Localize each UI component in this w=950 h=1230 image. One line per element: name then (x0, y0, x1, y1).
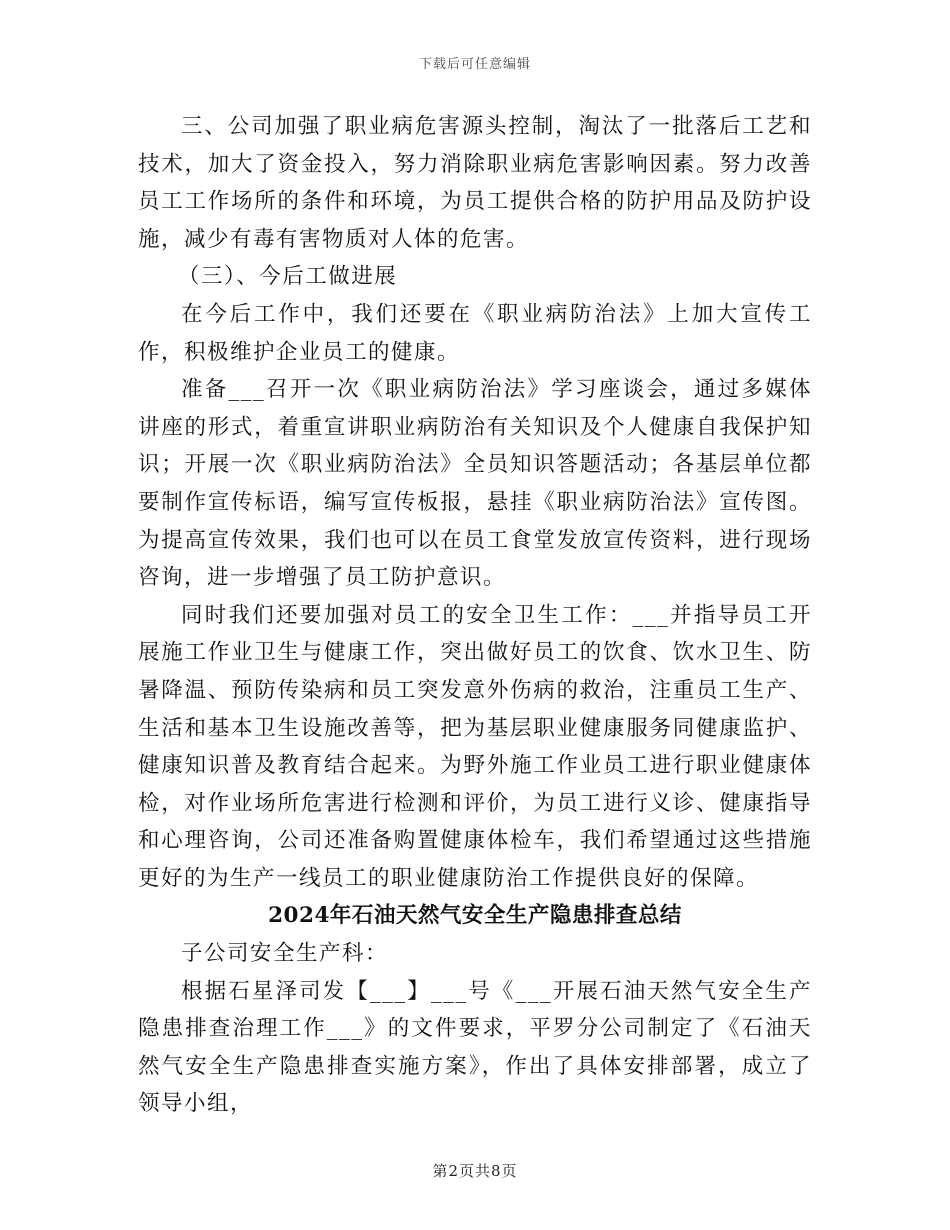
document-body (138, 108, 812, 1123)
section-heading-future-work: （三）、今后工做进展 (178, 264, 398, 290)
paragraph-future-work-intro: 在今后工作中，我们还要在《职业病防治法》上加大宣传工作，积极维护企业员工的健康。 (138, 301, 812, 365)
paragraph-inspection-summary: 根据石星泽司发【___】___号《___开展石油天然气安全生产隐患排查治理工作___》的文件要求，平罗分公司制定了《石油天然气安全生产隐患排查实施方案》，作出了具体安排部署，成立了领导小组， (138, 978, 812, 1117)
page-header-note: 下载后可任意编辑 (418, 57, 531, 72)
page-number-footer: 第2页共8页 (432, 1162, 518, 1180)
paragraph-publicity-plan: 准备___召开一次《职业病防治法》学习座谈会，通过多媒体讲座的形式，着重宣讲职业病防治有关知识及个人健康自我保护知识；开展一次《职业病防治法》全员知识答题活动；各基层单位都要制作宣传标语，编写宣传板报，悬挂《职业病防治法》宣传图。为提高宣传效果，我们也可以在员工食堂发放宣传资料，进行现场咨询，进一步增强了员工防护意识。 (138, 377, 812, 591)
paragraph-addressee: 子公司安全生产科： (181, 941, 389, 967)
paragraph-measures-control: 三、公司加强了职业病危害源头控制，淘汰了一批落后工艺和技术，加大了资金投入，努力消除职业病危害影响因素。努力改善员工工作场所的条件和环境，为员工提供合格的防护用品及防护设施，减少有毒有害物质对人体的危害。 (138, 114, 812, 252)
paragraph-health-work: 同时我们还要加强对员工的安全卫生工作：___并指导员工开展施工作业卫生与健康工作，突出做好员工的饮食、饮水卫生、防暑降温、预防传染病和员工突发意外伤病的救治，注重员工生产、生活和基本卫生设施改善等，把为基层职业健康服务同健康监护、健康知识普及教育结合起来。为野外施工作业员工进行职业健康体检，对作业场所危害进行检测和评价，为员工进行义诊、健康指导和心理咨询，公司还准备购置健康体检车，我们希望通过这些措施更好的为生产一线员工的职业健康防治工作提供良好的保障。 (138, 602, 812, 891)
document-title: 2024年石油天然气安全生产隐患排查总结 (268, 903, 682, 929)
